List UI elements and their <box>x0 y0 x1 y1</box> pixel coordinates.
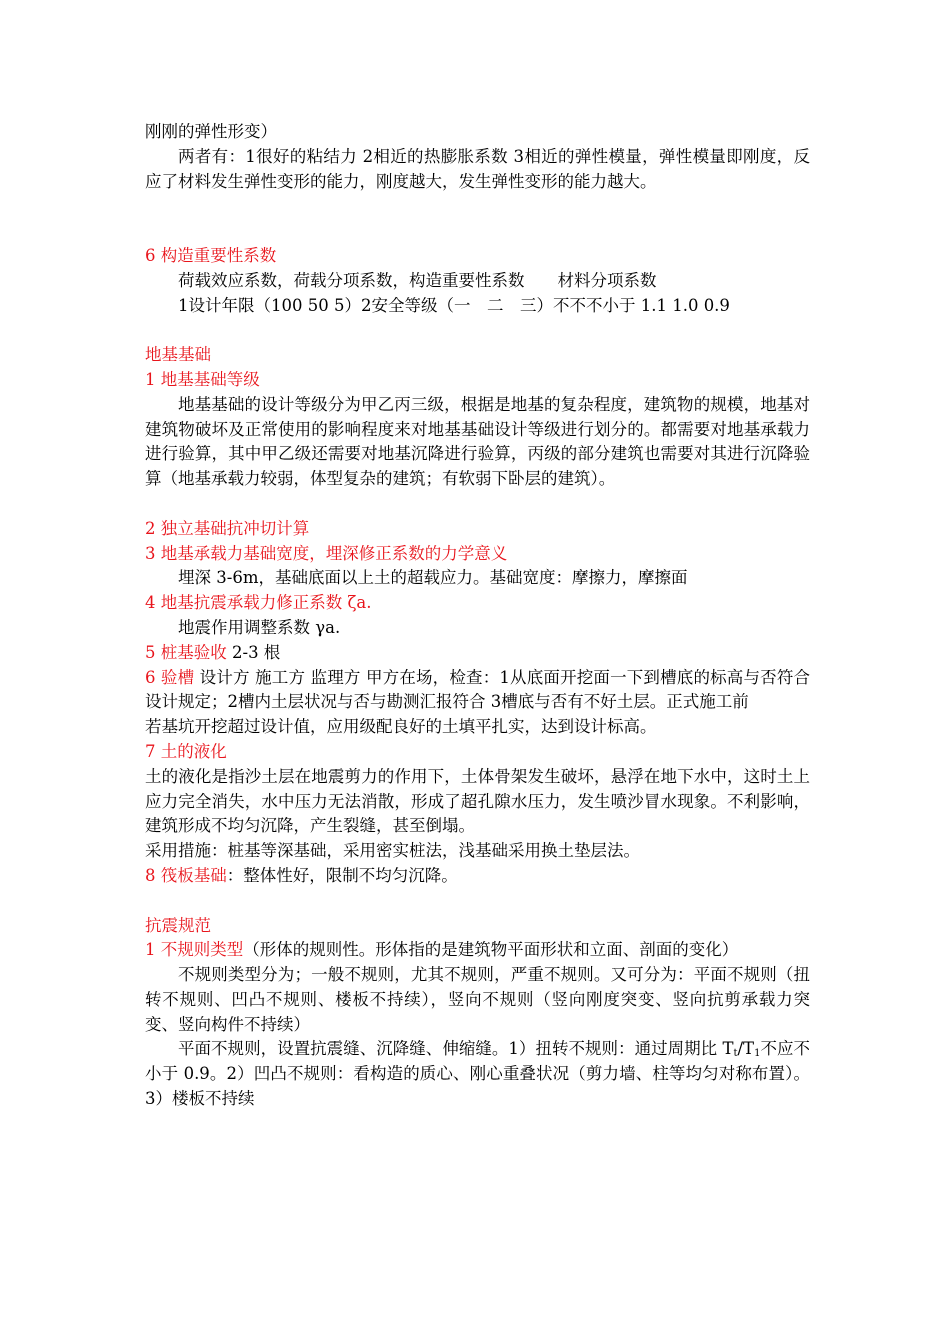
chapter-title: 地基基础 <box>145 345 211 365</box>
paragraph: 不规则类型分为；一般不规则，尤其不规则，严重不规则。又可分为：平面不规则（扭转不规则、凹凸不规则、楼板不持续），竖向不规则（竖向刚度突变、竖向抗剪承载力突变、竖向构件不持续） <box>145 965 810 1034</box>
paragraph: 平面不规则，设置抗震缝、沉降缝、伸缩缝。1）扭转不规则：通过周期比 $T_t/T_1$不应不小于 0.9。2）凹凸不规则：看构造的质心、刚心重叠状况（剪力墙、柱等均匀对称布置）。3）楼板不持续 <box>145 1039 810 1109</box>
section-heading: 7 土的液化 <box>145 741 227 761</box>
paragraph: 埋深 3-6m，基础底面以上土的超载应力。基础宽度：摩擦力，摩擦面 <box>178 568 688 588</box>
chapter-title: 抗震规范 <box>145 915 211 935</box>
section-heading-line <box>145 938 810 963</box>
heading-text: 设计方 施工方 监理方 甲方在场，检查：1从底面开挖面一下到槽底的标高与否符合设计规定；2槽内土层状况与否与勘测汇报符合 3槽底与否有不好土层。正式施工前 <box>145 667 810 712</box>
paragraph: 若基坑开挖超过设计值，应用级配良好的土填平扎实，达到设计标高。 <box>145 717 657 737</box>
section-heading: 6 构造重要性系数 <box>145 245 277 265</box>
heading-label: 1 不规则类型 <box>145 940 244 960</box>
section-heading: 1 地基基础等级 <box>145 369 260 389</box>
section-heading-line <box>145 666 810 716</box>
heading-label: 6 验槽 <box>145 667 195 687</box>
paragraph: 地震作用调整系数 γa. <box>178 617 341 637</box>
heading-text: （形体的规则性。形体指的是建筑物平面形状和立面、剖面的变化） <box>243 940 739 960</box>
heading-text: ：整体性好，限制不均匀沉降。 <box>226 865 458 885</box>
paragraph: 1设计年限（100 50 5）2安全等级（一 二 三）不不不小于 1.1 1.0 0.9 <box>178 295 730 315</box>
section-heading: 4 地基抗震承载力修正系数 ζa. <box>145 593 372 613</box>
paragraph: 土的液化是指沙土层在地震剪力的作用下，土体骨架发生破坏，悬浮在地下水中，这时土上应力完全消失，水中压力无法消散，形成了超孔隙水压力，发生喷沙冒水现象。不利影响，建筑形成不均匀沉降，产生裂缝，甚至倒塌。 <box>145 766 810 836</box>
heading-label: 8 筏板基础 <box>145 865 227 885</box>
section-heading: 2 独立基础抗冲切计算 <box>145 518 310 538</box>
paragraph: 地基基础的设计等级分为甲乙丙三级，根据是地基的复杂程度，建筑物的规模，地基对建筑物破坏及正常使用的影响程度来对地基基础设计等级进行划分的。都需要对地基承载力进行验算，其中甲乙级还需要对地基沉降进行验算，丙级的部分建筑也需要对其进行沉降验算（地基承载力较弱，体型复杂的建筑；有软弱下卧层的建筑）。 <box>145 394 810 489</box>
heading-text: 2-3 根 <box>226 642 281 662</box>
heading-label: 5 桩基验收 <box>145 642 227 662</box>
document-page <box>145 120 810 1112</box>
section-heading-line <box>145 641 810 666</box>
section-heading: 3 地基承载力基础宽度，埋深修正系数的力学意义 <box>145 543 508 563</box>
text-line: 刚刚的弹性形变） <box>145 122 277 141</box>
paragraph: 两者有：1很好的粘结力 2相近的热膨胀系数 3相近的弹性模量，弹性模量即刚度，反应了材料发生弹性变形的能力，刚度越大，发生弹性变形的能力越大。 <box>145 146 810 191</box>
section-heading-line <box>145 864 810 889</box>
paragraph: 荷载效应系数，荷载分项系数，构造重要性系数 材料分项系数 <box>178 270 657 290</box>
paragraph: 采用措施：桩基等深基础，采用密实桩法，浅基础采用换土垫层法。 <box>145 841 640 861</box>
